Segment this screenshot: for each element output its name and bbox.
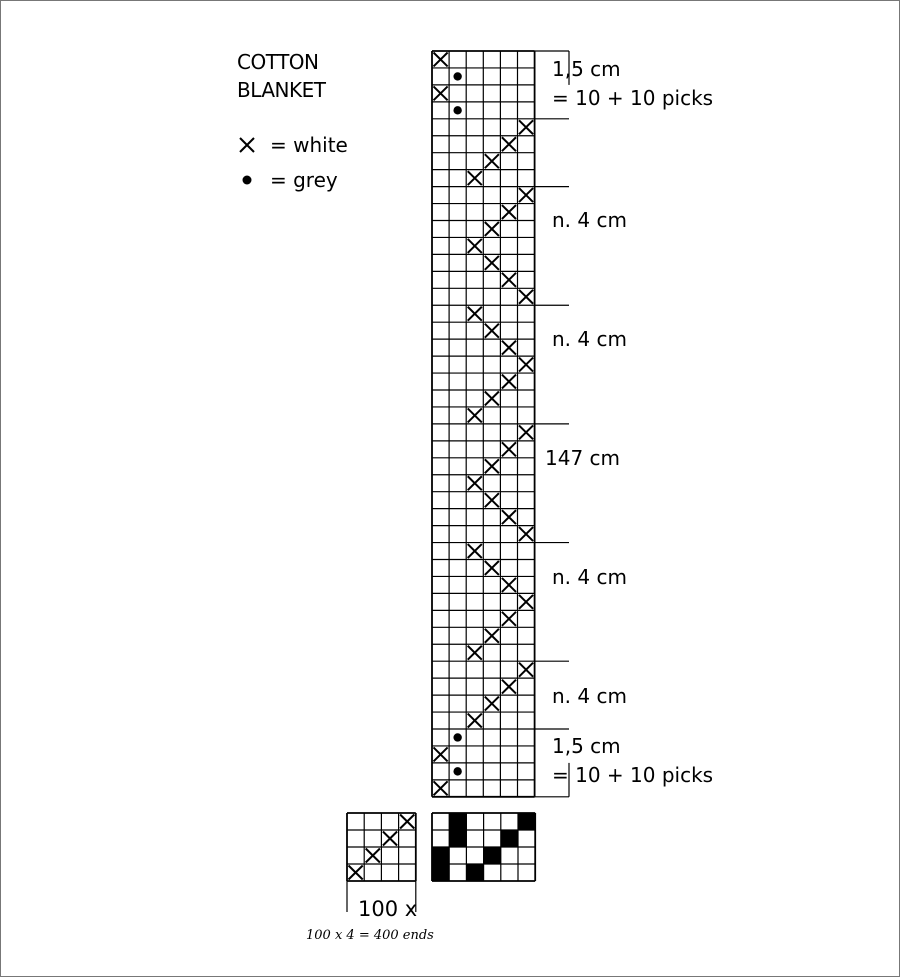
- tieup-filled-cell: [484, 847, 501, 864]
- section-label-5: n. 4 cm: [552, 565, 627, 589]
- chart-dot-mark: [453, 733, 461, 741]
- section-sublabel-bottom: = 10 + 10 picks: [552, 763, 714, 787]
- chart-dot-mark: [453, 72, 461, 80]
- tieup-grid: [432, 813, 535, 881]
- section-label-top: 1,5 cm: [552, 57, 621, 81]
- tieup-filled-cell: [466, 864, 483, 881]
- chart-dot-mark: [453, 106, 461, 114]
- section-label-center: 147 cm: [545, 446, 621, 470]
- tieup-filled-cell: [518, 813, 535, 830]
- treadling-chart: [432, 51, 535, 797]
- legend-grey-label: = grey: [270, 168, 338, 192]
- title-line-2: BLANKET: [237, 78, 326, 102]
- tieup-filled-cell: [432, 864, 449, 881]
- title-line-1: COTTON: [237, 50, 319, 74]
- tieup-filled-cell: [501, 830, 518, 847]
- section-label-bottom: 1,5 cm: [552, 734, 621, 758]
- tieup-filled-cell: [432, 847, 449, 864]
- legend-white-label: = white: [270, 133, 348, 157]
- threading-repeat-label: 100 x: [358, 897, 418, 921]
- section-sublabel-top: = 10 + 10 picks: [552, 86, 714, 110]
- tieup-filled-cell: [449, 830, 466, 847]
- tieup-filled-cell: [449, 813, 466, 830]
- chart-dot-mark: [453, 767, 461, 775]
- ends-caption: 100 x 4 = 400 ends: [306, 928, 434, 943]
- section-label-3: n. 4 cm: [552, 327, 627, 351]
- section-label-2: n. 4 cm: [552, 208, 627, 232]
- section-label-6: n. 4 cm: [552, 684, 627, 708]
